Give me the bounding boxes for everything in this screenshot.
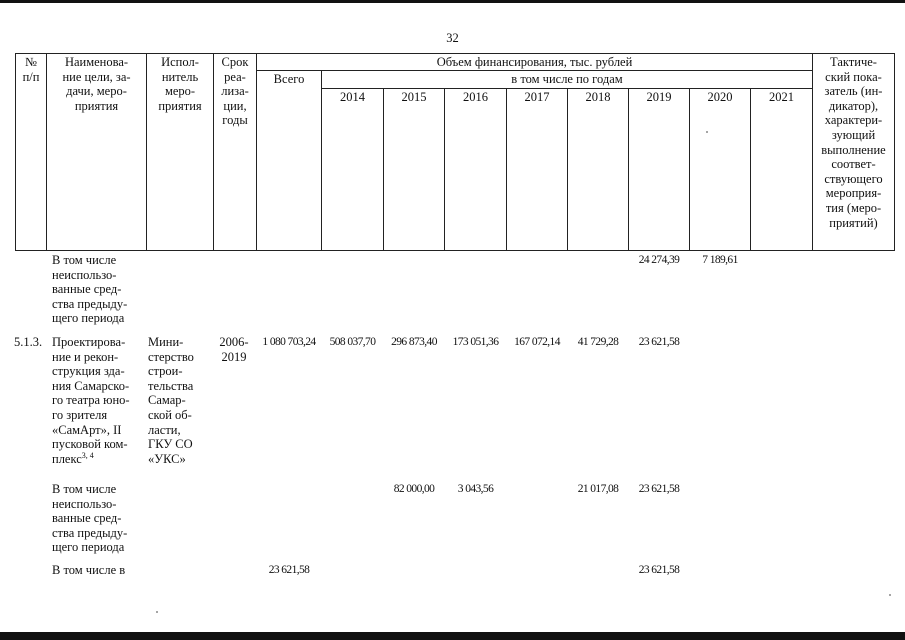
cell-total: 23 621,58 <box>268 564 310 576</box>
cell-2019: 23 621,58 <box>638 564 680 576</box>
header-year-2015: 2015 <box>401 90 427 104</box>
row-term: 2006- 2019 <box>219 335 249 364</box>
header-year-2017: 2017 <box>524 90 550 104</box>
cell-2015: 82 000,00 <box>393 483 435 495</box>
header-term: Срок реа- лиза- ции, годы <box>221 55 249 128</box>
header-num: № п/п <box>22 55 40 84</box>
cell-2018: 21 017,08 <box>577 483 619 495</box>
header-year-2021: 2021 <box>769 90 794 104</box>
row-name <box>52 335 147 466</box>
cell-2015: 296 873,40 <box>391 336 437 348</box>
row-executor: Мини- стерство строи- тельства Самар- ской об- ласти, ГКУ СО «УКС» <box>148 335 194 466</box>
header-year-2014: 2014 <box>340 90 365 104</box>
row-name: В том числе в <box>52 563 126 577</box>
footnote-ref: 3, 4 <box>81 450 94 460</box>
scan-speck <box>156 611 158 613</box>
row-name: В том числе неиспользо- ванные сред- ства предыду- щего периода <box>52 482 128 555</box>
header-by-years: в том числе по годам <box>511 72 623 86</box>
cell-total: 1 080 703,24 <box>262 336 316 348</box>
scan-speck <box>889 594 891 596</box>
row-name: В том числе неиспользо- ванные сред- ства предыду- щего периода <box>52 253 128 326</box>
row-name-text: Проектирова- ние и рекон- струкция зда- ния Самарско- го театра юно- го зрителя «СамАрт», II пусковой ком- плекс <box>52 335 130 466</box>
header-year-2016: 2016 <box>463 90 488 104</box>
cell-2019: 23 621,58 <box>638 336 680 348</box>
scan-speck <box>706 131 708 133</box>
cell-2019: 23 621,58 <box>638 483 680 495</box>
cell-2014: 508 037,70 <box>329 336 376 348</box>
cell-2019: 24 274,39 <box>638 254 680 266</box>
page-number: 32 <box>446 31 459 45</box>
header-indicator: Тактиче- ский пока- затель (ин- дикатор), характери- зующий выполнение соответ- ствующего мероприя- тия (меро- приятий) <box>821 55 886 230</box>
header-total: Всего <box>273 72 305 86</box>
cell-2018: 41 729,28 <box>577 336 619 348</box>
header-funding: Объем финансирования, тыс. рублей <box>436 55 633 69</box>
cell-2020: 7 189,61 <box>702 254 738 266</box>
header-year-2019: 2019 <box>646 90 672 104</box>
top-scan-border <box>0 0 905 3</box>
cell-2016: 173 051,36 <box>452 336 499 348</box>
cell-2016: 3 043,56 <box>457 483 494 495</box>
row-num: 5.1.3. <box>14 335 43 349</box>
header-year-2020: 2020 <box>707 90 733 104</box>
bottom-scan-border <box>0 632 905 640</box>
header-executor: Испол- нитель меро- приятия <box>158 55 202 113</box>
header-name: Наименова- ние цели, за- дачи, меро- приятия <box>62 55 131 113</box>
header-year-2018: 2018 <box>585 90 611 104</box>
cell-2017: 167 072,14 <box>514 336 560 348</box>
